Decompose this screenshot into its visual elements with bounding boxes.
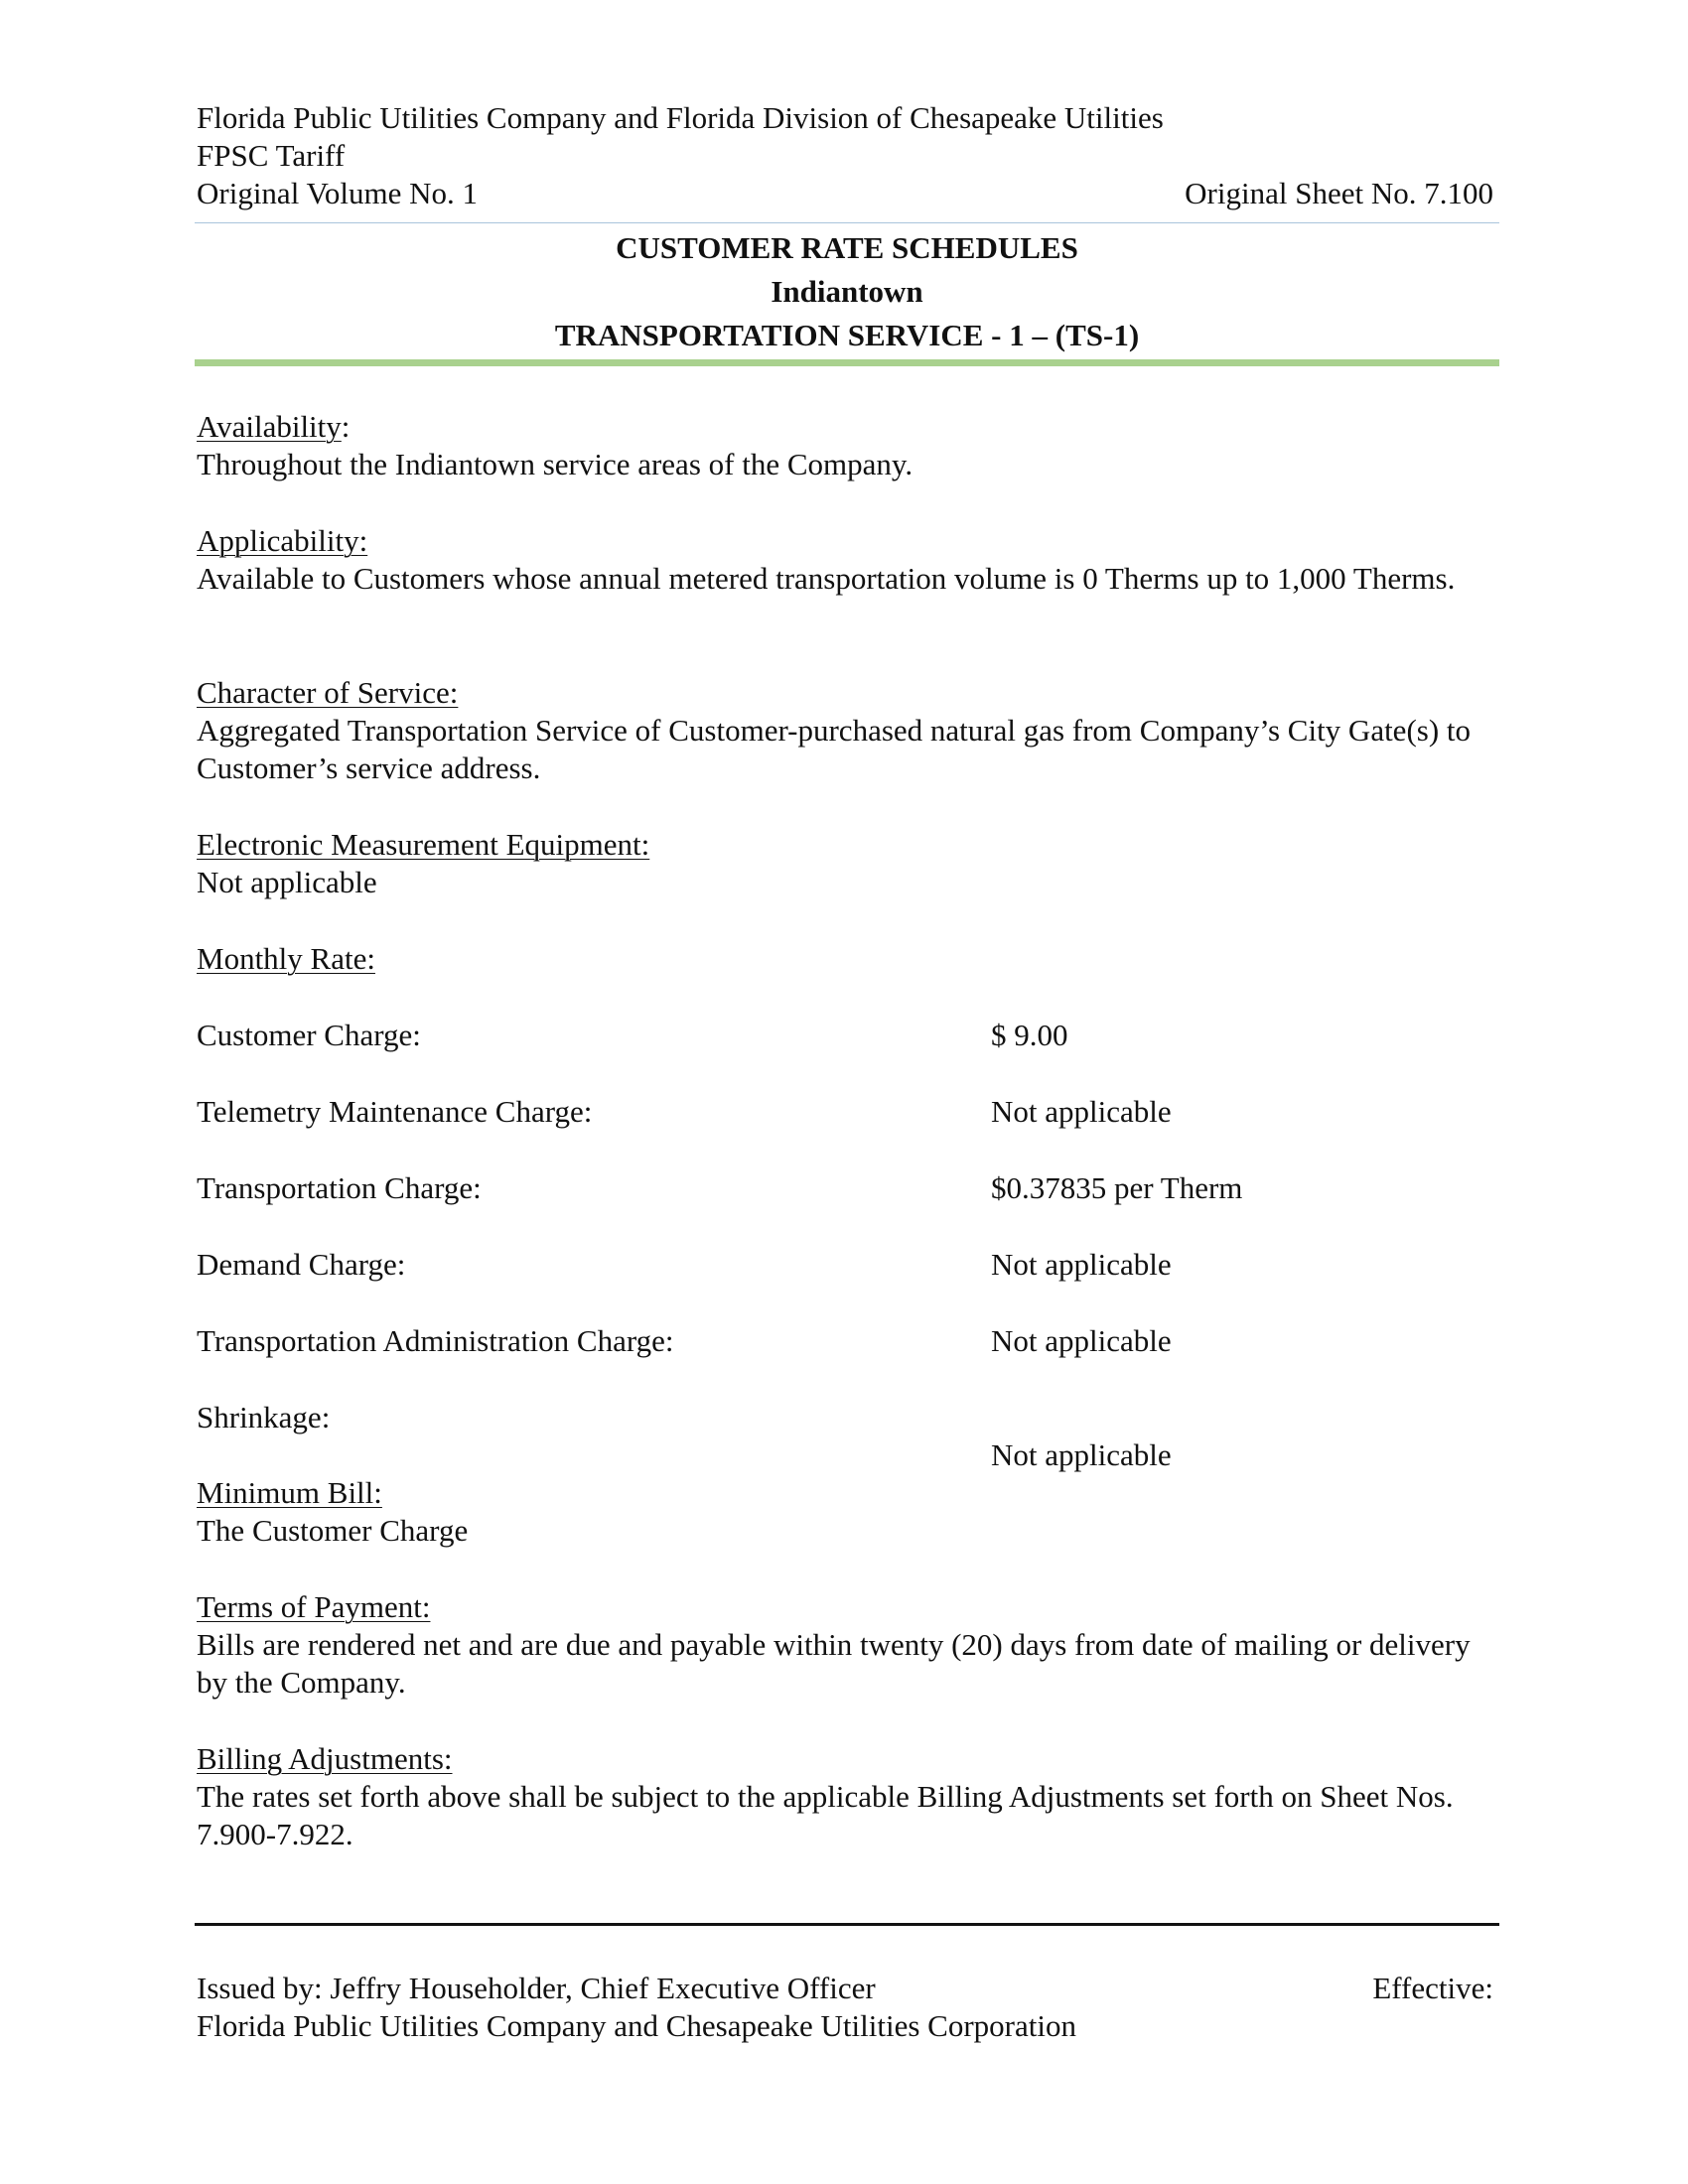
header-company: Florida Public Utilities Company and Florida Division of Chesapeake Utilities [197, 100, 1164, 135]
minimum-bill-text: The Customer Charge [197, 1513, 469, 1548]
header-sheet-number: Original Sheet No. 7.100 [1185, 176, 1493, 210]
header-volume: Original Volume No. 1 [197, 176, 479, 210]
rate-value-administration: Not applicable [991, 1323, 1172, 1358]
monthly-rate-heading: Monthly Rate: [197, 941, 375, 976]
footer-company: Florida Public Utilities Company and Chesapeake Utilities Corporation [197, 2008, 1076, 2043]
rate-label-telemetry: Telemetry Maintenance Charge: [197, 1094, 593, 1129]
rate-label-demand: Demand Charge: [197, 1247, 406, 1282]
billing-heading: Billing Adjustments: [197, 1741, 453, 1776]
character-heading: Character of Service: [197, 675, 459, 710]
availability-heading: Availability: [197, 409, 351, 444]
rate-value-telemetry: Not applicable [991, 1094, 1172, 1129]
header-divider [195, 222, 1499, 223]
title-rate-schedules: CUSTOMER RATE SCHEDULES [616, 230, 1078, 265]
terms-heading: Terms of Payment: [197, 1589, 431, 1624]
character-text: Aggregated Transportation Service of Customer-purchased natural gas from Company’s City Gate(s) to Customer’s service address. [197, 713, 1472, 785]
rate-value-shrinkage: Not applicable [991, 1437, 1172, 1472]
title-divider [195, 359, 1499, 366]
measurement-text: Not applicable [197, 865, 377, 899]
footer-effective: Effective: [1372, 1971, 1493, 2005]
applicability-text: Available to Customers whose annual metered transportation volume is 0 Therms up to 1,000 Therms. [197, 561, 1456, 596]
rate-value-customer-charge: $ 9.00 [991, 1018, 1068, 1052]
rate-value-demand: Not applicable [991, 1247, 1172, 1282]
rate-value-transportation: $0.37835 per Therm [991, 1170, 1243, 1205]
rate-label-customer-charge: Customer Charge: [197, 1018, 421, 1052]
billing-text: The rates set forth above shall be subject to the applicable Billing Adjustments set forth on Sheet Nos. 7.900-7.922. [197, 1779, 1454, 1851]
terms-text: Bills are rendered net and are due and payable within twenty (20) days from date of mailing or delivery by the Company. [197, 1627, 1471, 1700]
rate-label-shrinkage: Shrinkage: [197, 1400, 331, 1434]
header-tariff: FPSC Tariff [197, 138, 346, 173]
title-location: Indiantown [771, 274, 923, 309]
rate-label-administration: Transportation Administration Charge: [197, 1323, 674, 1358]
applicability-heading: Applicability: [197, 523, 368, 558]
footer-divider [195, 1923, 1499, 1926]
availability-text: Throughout the Indiantown service areas of the Company. [197, 447, 914, 481]
footer-issued-by: Issued by: Jeffry Householder, Chief Executive Officer [197, 1971, 876, 2005]
measurement-heading: Electronic Measurement Equipment: [197, 827, 650, 862]
title-service: TRANSPORTATION SERVICE - 1 – (TS-1) [554, 318, 1140, 352]
minimum-bill-heading: Minimum Bill: [197, 1475, 382, 1510]
rate-label-transportation: Transportation Charge: [197, 1170, 482, 1205]
